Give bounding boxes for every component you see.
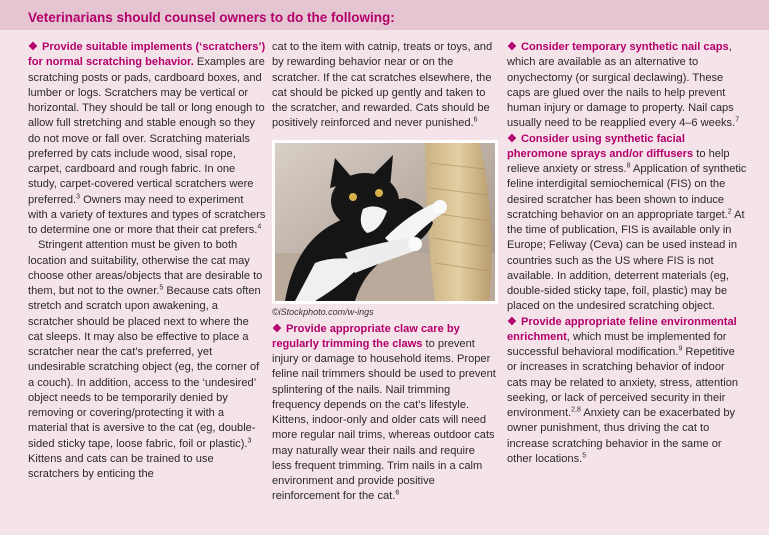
diamond-bullet-icon: ❖: [28, 41, 38, 53]
bullet-pheromones: ❖ Consider using synthetic facial pheromone sprays and/or diffusers to help relieve anxiety or stress.$^8$ Application of synthetic feline interdigital semiochemical (FIS) on the desired scratcher has been shown to induce scratching behavior on an appropriate target.$^2$ At the time of publication, FIS is available only in Europe; Feliway (Ceva) can be used instead in countries such as the US where FIS is not available. In addition, deterrent materials (eg, double-sided sticky tape, foil, plastic) may be placed on the undesired scratching object.: [507, 132, 747, 313]
column-1: [28, 40, 266, 482]
bullet-heading: Consider temporary synthetic nail caps: [520, 41, 729, 53]
reference-mark: 7: [735, 116, 740, 124]
reference-mark: 8: [626, 162, 631, 170]
diamond-bullet-icon: ❖: [507, 132, 517, 145]
bullet-enrichment: ❖ Provide appropriate feline environmental enrichment, which must be implemented for successful behavioral modification.$^9$ Repetitive or increases in scratching behavior of indoor cats may be related to anxiety, stress, attention seeking, or lack of perceived security in their environment.$^{2,8}$ Anxiety can be exacerbated by owner punishment, thus driving the cat to increase scratching behavior in the same or other locations.$^5$: [507, 315, 739, 465]
diamond-bullet-icon: ❖: [272, 322, 282, 335]
photo-credit: ©iStockphoto.com/w-ings: [272, 306, 374, 317]
reference-mark: 4: [257, 223, 262, 231]
column-3: [507, 40, 747, 467]
bullet-heading: Provide appropriate feline environmental enrichment: [507, 315, 737, 343]
bullet-claw-care: ❖ Provide appropriate claw care by regularly trimming the claws to prevent injury or damage to household items. Proper feline nail trimmers should be used to prevent splintering of the nails. Nail trimming frequency depends on the cat’s lifestyle. Kittens, indoor-only and older cats will need more regular nail trims, whereas outdoor cats may naturally wear their nails and require less frequent trimming. Trim nails in a calm environment and provide positive reinforcement for the cat.$^6$: [272, 322, 496, 503]
cat-scratching-photo: [272, 140, 498, 304]
reference-mark: 3: [247, 436, 252, 444]
column-2: [272, 40, 497, 505]
reference-mark: 5: [159, 284, 164, 292]
reference-mark: 6: [473, 116, 478, 124]
diamond-bullet-icon: ❖: [507, 41, 517, 53]
bullet-heading: Provide suitable implements (‘scratchers’) for normal scratching behavior.: [28, 41, 266, 69]
bullet-scratchers: ❖ Provide suitable implements (‘scratchers’) for normal scratching behavior. Examples are scratching posts or pads, cardboard boxes, and lumber or logs. Scratchers may be vertical or horizontal. They should be tall or long enough to allow full stretching and stable enough so they do not move or fall over. Scratching materials preferred by cats include wood, sisal rope, carpet, cardboard and rough fabric. In one study, carpet-covered vertical scratchers were preferred.$^3$ Owners may need to experiment with a variety of textures and types of scratchers to determine one or more that their cat prefers.$^4$: [28, 41, 266, 236]
reference-mark: 5: [582, 452, 587, 460]
reference-mark: 9: [678, 345, 683, 353]
cat-illustration: [275, 143, 495, 301]
reference-mark: 6: [395, 489, 400, 497]
reference-mark: 3: [76, 192, 81, 200]
bullet-heading: Consider using synthetic facial pheromone sprays and/or diffusers: [507, 132, 694, 160]
reference-mark: 2: [727, 208, 732, 216]
reference-mark: 2,8: [571, 406, 581, 414]
bullet-heading: Provide appropriate claw care by regularly trimming the claws: [272, 322, 460, 350]
panel-title: Veterinarians should counsel owners to do the following:: [28, 10, 395, 25]
diamond-bullet-icon: ❖: [507, 315, 517, 328]
paragraph-training: cat to the item with catnip, treats or toys, and by rewarding behavior near or on the scratcher. If the cat scratches elsewhere, the cat should be picked up gently and taken to the scratcher, and rewarded. Cats should be positively reinforced and never punished.$^6$: [272, 41, 493, 130]
paragraph-location: Stringent attention must be given to both location and suitability, otherwise the cat may choose other areas/objects that are desirable to them, but not to the owner.$^5$ Because cats often stretch and scratch upon awakening, a scratcher should be placed next to where the cat sleeps. It may also be effective to place a scratcher near the cat’s preferred, yet undesirable scratching object (eg, the corner of a couch). In addition, access to the ‘undesired’ object needs to be temporarily denied by removing or covering/protecting it with a material that is aversive to the cat (eg, double-sided sticky tape, loose fabric, foil or plastic).$^3$ Kittens and cats can be trained to use scratchers by enticing the: [28, 239, 263, 480]
bullet-nail-caps: ❖ Consider temporary synthetic nail caps, which are available as an alternative to onychectomy (or surgical declawing). These caps are glued over the nails to help prevent human injury or damage to property. Nail caps usually need to be reapplied every 4–6 weeks.$^7$: [507, 41, 740, 130]
